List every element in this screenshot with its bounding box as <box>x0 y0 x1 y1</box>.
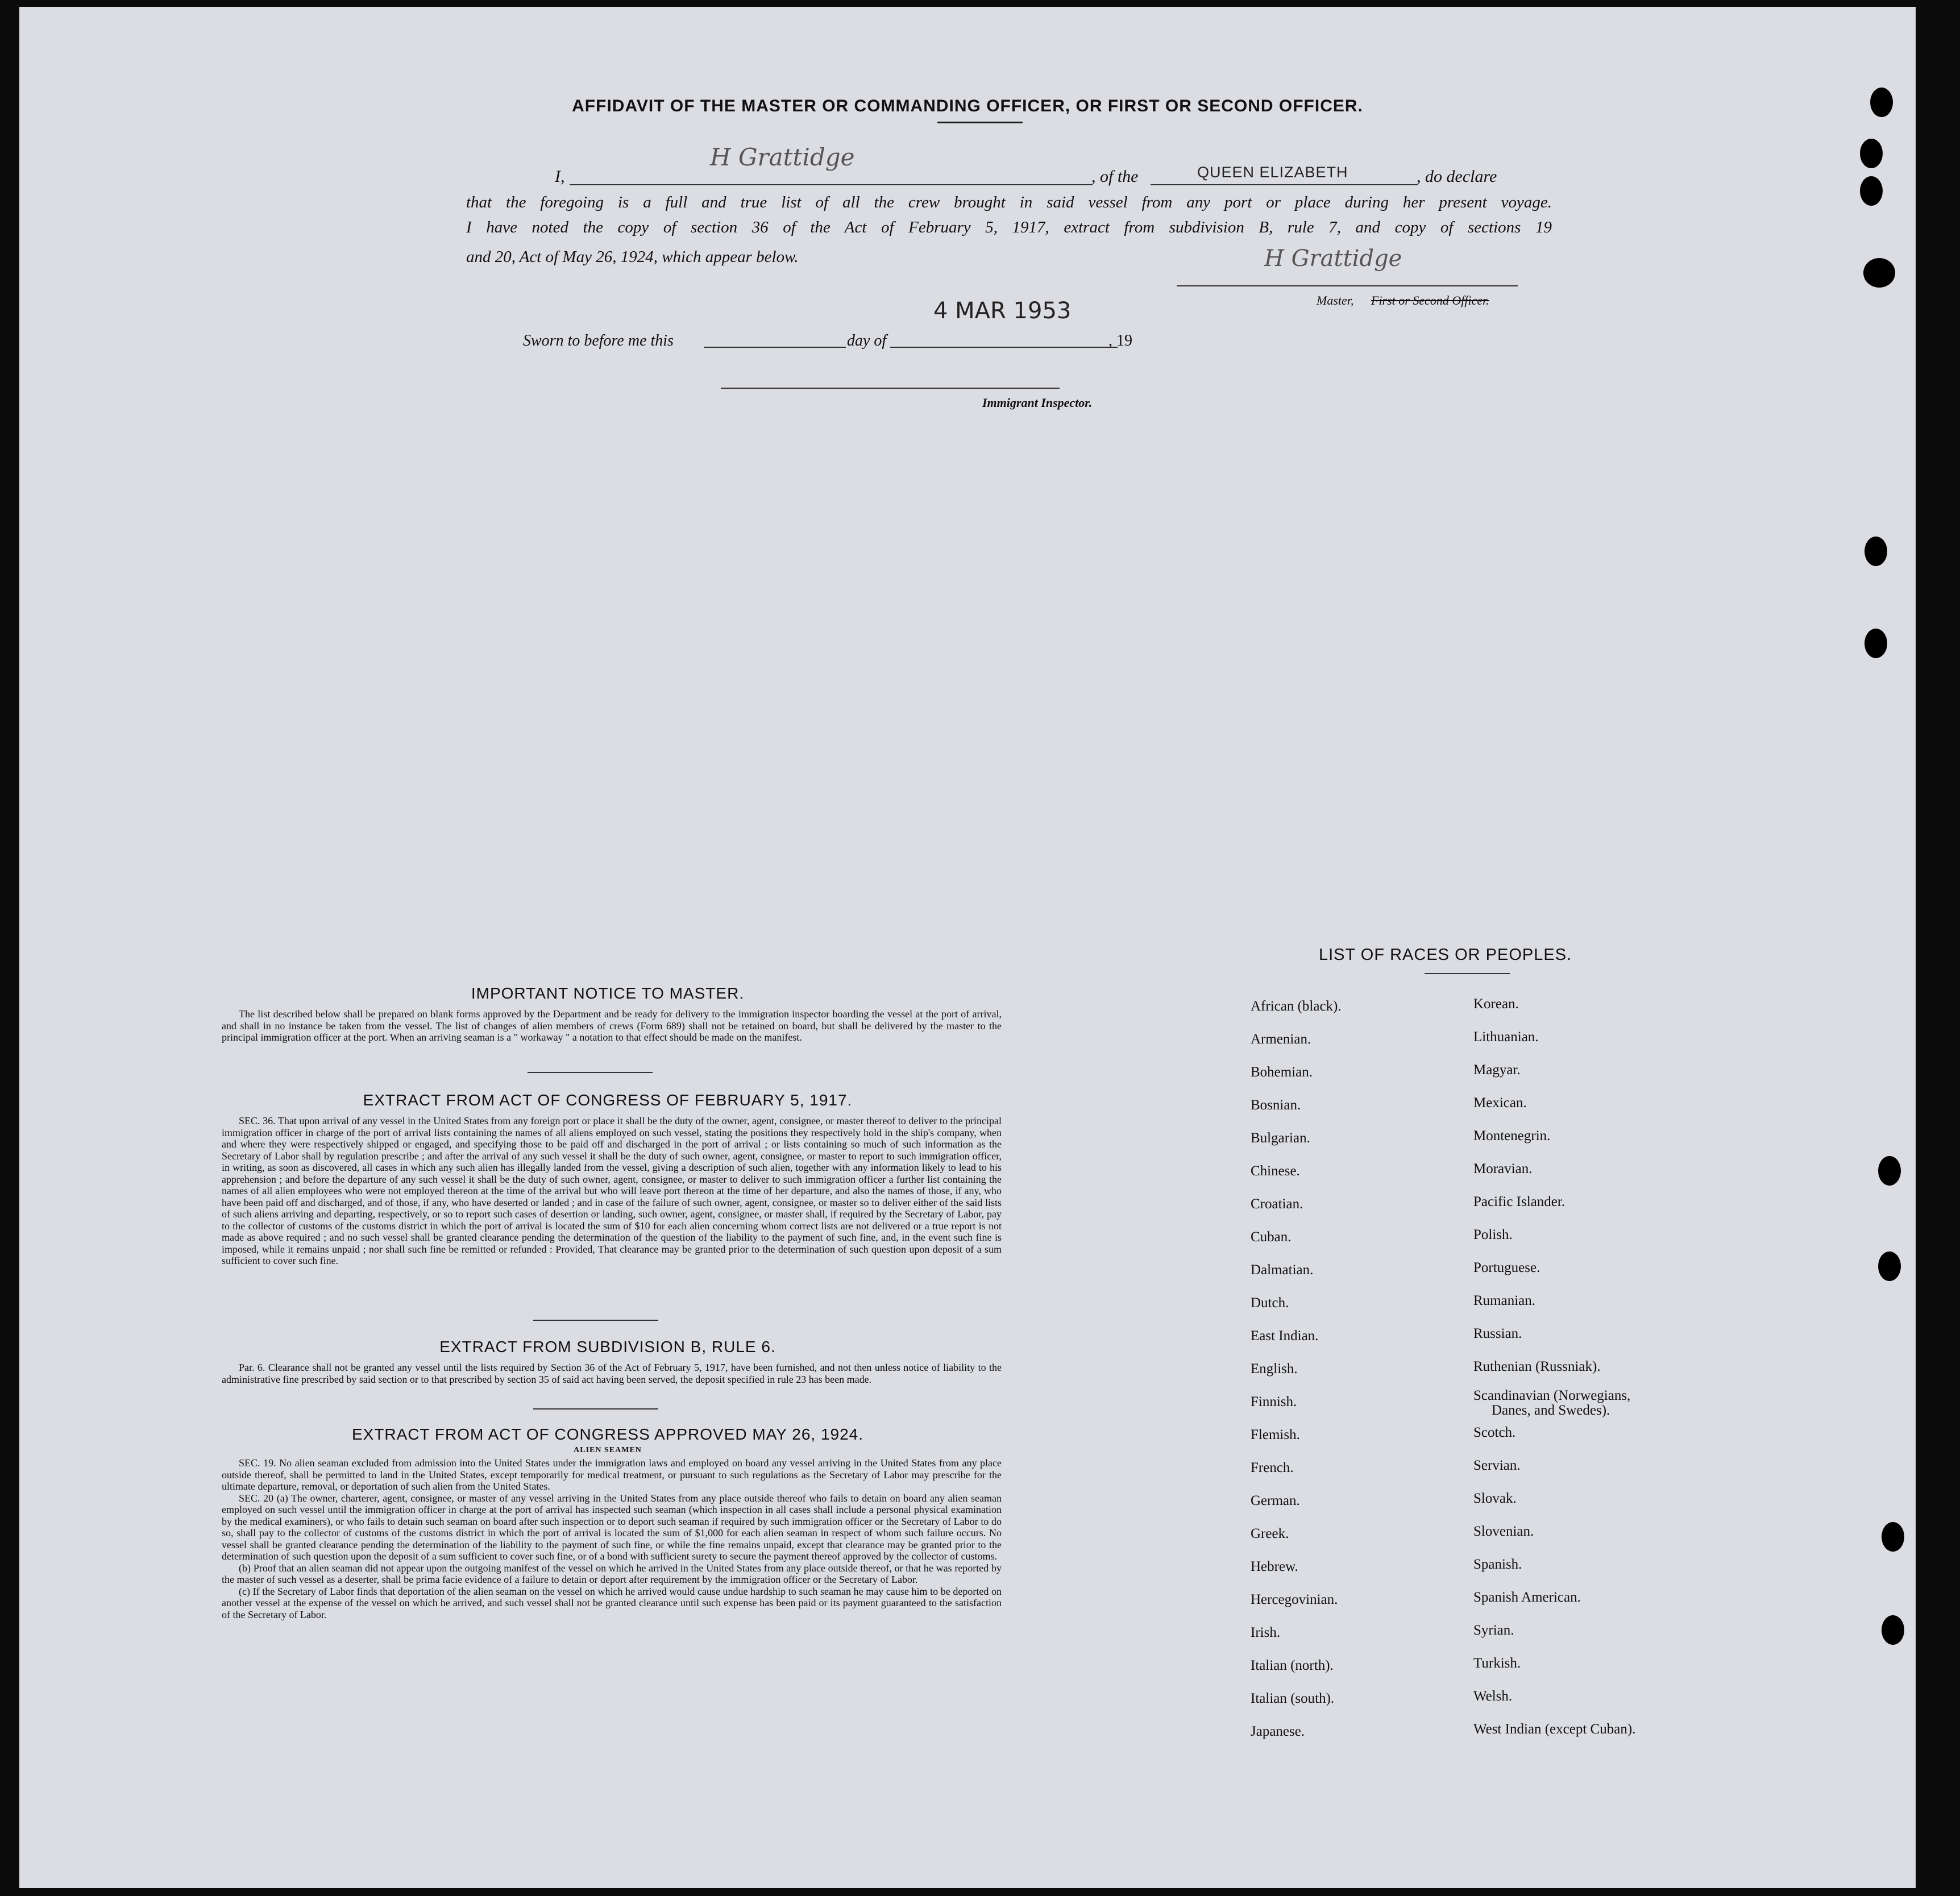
master-label: Master, <box>1317 293 1354 307</box>
race-item: Flemish. <box>1251 1427 1300 1442</box>
race-item: English. <box>1251 1361 1298 1377</box>
race-item: Turkish. <box>1473 1656 1521 1671</box>
inspector-label: Immigrant Inspector. <box>982 396 1093 410</box>
vessel-line <box>1151 184 1418 185</box>
date-stamp: 4 MAR 1953 <box>933 298 1072 324</box>
race-item: Bosnian. <box>1251 1097 1301 1113</box>
race-item: Lithuanian. <box>1473 1029 1539 1045</box>
notice-rule <box>528 1072 653 1073</box>
sec-19: SEC. 19. No alien seaman excluded from admission into the United States under the immigration laws and employed on board any vessel arriving in the United States from any place outside thereof, shall be permitted to land in the United States, except temporarily for medical treatment, or pursuant to such regulations as the Secretary of Labor may prescribe for the ultimate departure, removal, or deportation of such alien from the United States. <box>222 1457 1002 1492</box>
race-item: Russian. <box>1473 1326 1522 1341</box>
sworn-day-line <box>704 347 846 348</box>
race-item: West Indian (except Cuban). <box>1473 1722 1636 1737</box>
do-declare-label: , do declare <box>1417 167 1497 186</box>
master-signature: H Grattidge <box>1264 246 1402 272</box>
alien-seamen-subtitle: ALIEN SEAMEN <box>574 1446 642 1454</box>
race-item: Portuguese. <box>1473 1260 1540 1275</box>
race-item: Dalmatian. <box>1251 1262 1314 1278</box>
sworn-month-line <box>890 347 1118 348</box>
race-item: African (black). <box>1251 999 1342 1014</box>
document-page <box>19 7 1916 1888</box>
race-item: Bulgarian. <box>1251 1130 1310 1146</box>
punch-hole <box>1865 537 1887 566</box>
race-item: German. <box>1251 1493 1300 1508</box>
subdivision-b-text: Par. 6. Clearance shall not be granted any vessel until the lists required by Section 36 of the Act of February 5, 1917, have been furnished, and not then unless notice of liability to the administrative fine prescribed by said section or to that prescribed by section 35 of said act having been served, the deposit specified in rule 23 has been made. <box>222 1362 1002 1385</box>
master-line <box>1177 285 1518 286</box>
extract-1924-text <box>222 1457 1002 1620</box>
race-item: Rumanian. <box>1473 1293 1536 1308</box>
punch-hole <box>1865 629 1887 658</box>
race-item: Syrian. <box>1473 1623 1514 1638</box>
race-item: Cuban. <box>1251 1229 1292 1245</box>
race-item: Irish. <box>1251 1625 1281 1640</box>
race-item: Armenian. <box>1251 1032 1311 1047</box>
races-column-1 <box>1251 990 1342 1748</box>
notice-title: IMPORTANT NOTICE TO MASTER. <box>471 984 745 1002</box>
race-item: Croatian. <box>1251 1196 1303 1212</box>
race-item: Finnish. <box>1251 1394 1297 1409</box>
inspector-line <box>721 388 1060 389</box>
races-rule <box>1425 973 1510 974</box>
race-item: Dutch. <box>1251 1295 1289 1311</box>
race-item: Italian (north). <box>1251 1658 1334 1673</box>
punch-hole <box>1882 1522 1904 1552</box>
race-item: Scandinavian (Norwegians, <box>1473 1388 1631 1403</box>
affidavit-title: AFFIDAVIT OF THE MASTER OR COMMANDING OFFICER, OR FIRST OR SECOND OFFICER. <box>572 97 1363 115</box>
race-item: Montenegrin. <box>1473 1128 1551 1144</box>
punch-hole <box>1860 139 1883 168</box>
punch-hole <box>1878 1156 1901 1186</box>
race-item: Ruthenian (Russniak). <box>1473 1359 1601 1374</box>
race-item: Korean. <box>1473 996 1519 1012</box>
races-column-2 <box>1473 988 1635 1746</box>
punch-hole <box>1870 88 1893 117</box>
vessel-name: QUEEN ELIZABETH <box>1197 164 1348 181</box>
signature-name: H Grattidge <box>710 143 855 171</box>
day-of-label: day of <box>847 332 887 350</box>
race-item: Scotch. <box>1473 1425 1516 1440</box>
race-item: Moravian. <box>1473 1161 1533 1176</box>
race-item: Slovenian. <box>1473 1524 1534 1539</box>
races-title: LIST OF RACES OR PEOPLES. <box>1319 946 1572 964</box>
punch-hole <box>1860 176 1883 206</box>
struck-officer-label: First or Second Officer. <box>1371 293 1489 307</box>
punch-hole <box>1863 258 1895 288</box>
race-item: Welsh. <box>1473 1689 1513 1704</box>
affidavit-line-3: I have noted the copy of section 36 of the Act of February 5, 1917, extract from subdivision B, rule 7, and copy of sections 19 <box>466 218 1552 236</box>
race-item: Magyar. <box>1473 1062 1521 1078</box>
sworn-label: Sworn to before me this <box>523 332 674 350</box>
year-label: , 19 <box>1108 332 1132 350</box>
race-item: Slovak. <box>1473 1491 1517 1506</box>
sec-20a: SEC. 20 (a) The owner, charterer, agent, consignee, or master of any vessel arriving in the United States from any place outside thereof who fails to detain on board any alien seaman employed on such vessel until the immigration officer in charge at the port of arrival has inspected such seaman (which inspection in all cases shall include a personal physical examination by the medical examiners), or who fails to detain such seaman on board after such inspection or to deport such seaman if required by such immigration officer or the Secretary of Labor to do so, shall pay to the collector of customs of the customs district in which the port of arrival is located the sum of $1,000 for each alien seaman in respect of whom such failure occurs. No vessel shall be granted clearance pending the determination of the liability to the payment of such fine, or while the fine remains unpaid, except that clearance may be granted prior to the determination of such question upon the deposit of a sum sufficient to cover such fine, or of a bond with sufficient surety to secure the payment thereof approved by the collector of customs. <box>222 1492 1002 1562</box>
extract-1917-title: EXTRACT FROM ACT OF CONGRESS OF FEBRUARY 5, 1917. <box>363 1091 853 1109</box>
race-item: Japanese. <box>1251 1724 1305 1739</box>
race-item: Spanish. <box>1473 1557 1522 1572</box>
punch-hole <box>1878 1251 1901 1281</box>
race-item: Mexican. <box>1473 1095 1527 1111</box>
affidavit-line-4: and 20, Act of May 26, 1924, which appear below. <box>466 248 799 266</box>
punch-hole <box>1882 1615 1904 1645</box>
of-the-label: , of the <box>1091 167 1139 186</box>
title-rule <box>937 122 1023 123</box>
affidavit-line-2: that the foregoing is a full and true list of all the crew brought in said vessel from any port or place during her present voyage. <box>466 193 1552 211</box>
notice-text: The list described below shall be prepared on blank forms approved by the Department and be ready for delivery to the immigration inspector boarding the vessel at the port of arrival, and shall in no instance be taken from the vessel. The list of changes of alien members of crews (Form 689) shall not be retained on board, but shall be delivered by the master to the principal immigration officer at the port. When an arriving seaman is a " workaway " a notation to that effect should be made on the manifest. <box>222 1008 1002 1043</box>
race-item: Italian (south). <box>1251 1691 1335 1706</box>
race-item: Servian. <box>1473 1458 1521 1473</box>
sec-20c: (c) If the Secretary of Labor finds that deportation of the alien seaman on the vessel on which he arrived would cause undue hardship to such seaman he may cause him to be deported on another vessel at the expense of the vessel on which he arrived, and such vessel shall not be granted clearance until such expense has been paid or its payment guaranteed to the satisfaction of the Secretary of Labor. <box>222 1585 1002 1620</box>
race-item: Bohemian. <box>1251 1065 1313 1080</box>
subdivision-b-rule <box>533 1408 658 1409</box>
race-item: Greek. <box>1251 1526 1289 1541</box>
race-item: Chinese. <box>1251 1163 1300 1179</box>
race-item: Hercegovinian. <box>1251 1592 1338 1607</box>
race-item: French. <box>1251 1460 1294 1475</box>
extract-1917-text: SEC. 36. That upon arrival of any vessel in the United States from any foreign port or place it shall be the duty of the owner, agent, consignee, or master thereof to deliver to the principal immigration officer in charge of the port of arrival lists containing the names of all aliens employed on such vessel, stating the positions they respectively hold in the ship's company, when and where they were respectively shipped or engaged, and specifying those to be paid off and discharged in the port of arrival ; or lists containing so much of such information as the Secretary of Labor shall by regulation prescribe ; and after the arrival of any such vessel it shall be the duty of such owner, agent, consignee, or master to report to such immigration officer, in writing, as soon as discovered, all cases in which any such alien has illegally landed from the vessel, giving a description of such alien, together with any information likely to lead to his apprehension ; and before the departure of any such vessel it shall be the duty of such owner, agent, consignee, or master to deliver to such immigration officer a further list containing the names of all alien employees who were not employed thereon at the time of the arrival but who will leave port thereon at the time of her departure, and also the names of those, if any, who have been paid off and discharged, and of those, if any, who have deserted or landed ; and in case of the failure of such owner, agent, consignee, or master so to deliver either of the said lists of such aliens arriving and departing, respectively, or so to report such cases of desertion or landing, such owner, agent, consignee, or master shall, if required by the Secretary of Labor, pay to the collector of customs of the customs district in which the port of arrival is located the sum of $10 for each alien concerning whom correct lists are not delivered or a true report is not made as above required ; and no such vessel shall be granted clearance pending the determination of the question of the liability to the payment of such fine, and, in the event such fine is imposed, while it remains unpaid ; nor shall such fine be remitted or refunded : Provided, That clearance may be granted prior to the determination of such question upon deposit of a sum sufficient to cover such fine. <box>222 1115 1002 1266</box>
extract-1917-rule <box>533 1320 658 1321</box>
sec-20b: (b) Proof that an alien seaman did not appear upon the outgoing manifest of the vessel on which he arrived in the United States from any place outside thereof, or that he was reported by the master of such vessel as a deserter, shall be prima facie evidence of a failure to detain or deport after requirement by the immigration officer or the Secretary of Labor. <box>222 1562 1002 1585</box>
name-line <box>570 184 1093 185</box>
subdivision-b-title: EXTRACT FROM SUBDIVISION B, RULE 6. <box>439 1338 776 1356</box>
i-label: I, <box>555 167 565 186</box>
race-item: Hebrew. <box>1251 1559 1298 1574</box>
extract-1924-title: EXTRACT FROM ACT OF CONGRESS APPROVED MAY 26, 1924. <box>351 1425 864 1443</box>
race-item: Spanish American. <box>1473 1590 1581 1605</box>
race-item: Pacific Islander. <box>1473 1194 1565 1209</box>
scandinavian-continuation: Danes, and Swedes). <box>1492 1403 1610 1418</box>
race-item: East Indian. <box>1251 1328 1319 1344</box>
race-item: Polish. <box>1473 1227 1513 1242</box>
